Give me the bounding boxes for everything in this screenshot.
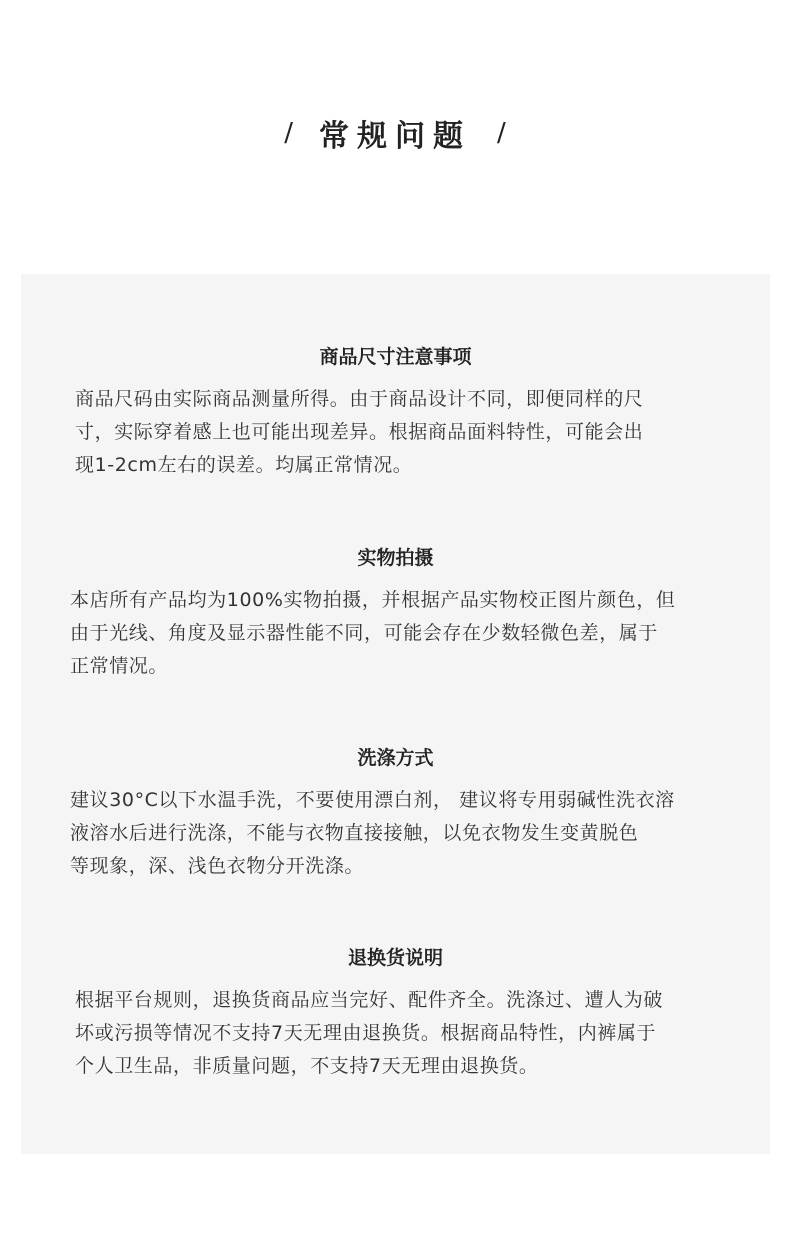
section-body-photo [70,584,676,683]
body-line: 本店所有产品均为100%实物拍摄，并根据产品实物校正图片颜色，但 [70,589,676,611]
body-line: 由于光线、角度及显示器性能不同，可能会存在少数轻微色差，属于 [70,622,659,644]
title-slash-right: / [497,118,506,148]
body-line: 坏或污损等情况不支持7天无理由退换货。根据商品特性，内裤属于 [75,1022,657,1044]
page-title: 常规问题 [319,119,471,154]
section-title-size: 商品尺寸注意事项 [319,346,472,368]
body-line: 正常情况。 [70,655,169,677]
faq-panel [21,274,770,1154]
body-line: 等现象，深、浅色衣物分开洗涤。 [70,855,365,877]
section-body-size [75,383,643,482]
body-line: 根据平台规则，退换货商品应当完好、配件齐全。洗涤过、遭人为破 [75,989,664,1011]
faq-section-size [21,342,770,476]
body-line: 商品尺码由实际商品测量所得。由于商品设计不同，即便同样的尺 [75,388,644,410]
body-line: 现1-2cm左右的误差。均属正常情况。 [75,454,413,476]
faq-section-washing [21,743,770,877]
section-title-washing: 洗涤方式 [357,747,434,769]
page-header [0,108,790,158]
title-slash-left: / [284,118,293,148]
body-line: 个人卫生品，非质量问题，不支持7天无理由退换货。 [75,1055,539,1077]
section-title-returns: 退换货说明 [347,947,443,969]
faq-section-returns [21,943,770,1077]
body-line: 液溶水后进行洗涤，不能与衣物直接接触，以免衣物发生变黄脱色 [70,822,639,844]
body-line: 寸，实际穿着感上也可能出现差异。根据商品面料特性，可能会出 [75,421,644,443]
faq-section-photo [21,543,770,677]
section-body-returns [75,984,663,1083]
body-line: 建议30°C以下水温手洗，不要使用漂白剂， 建议将专用弱碱性洗衣溶 [70,789,675,811]
section-title-photo: 实物拍摄 [357,547,434,569]
section-body-washing [70,784,675,883]
